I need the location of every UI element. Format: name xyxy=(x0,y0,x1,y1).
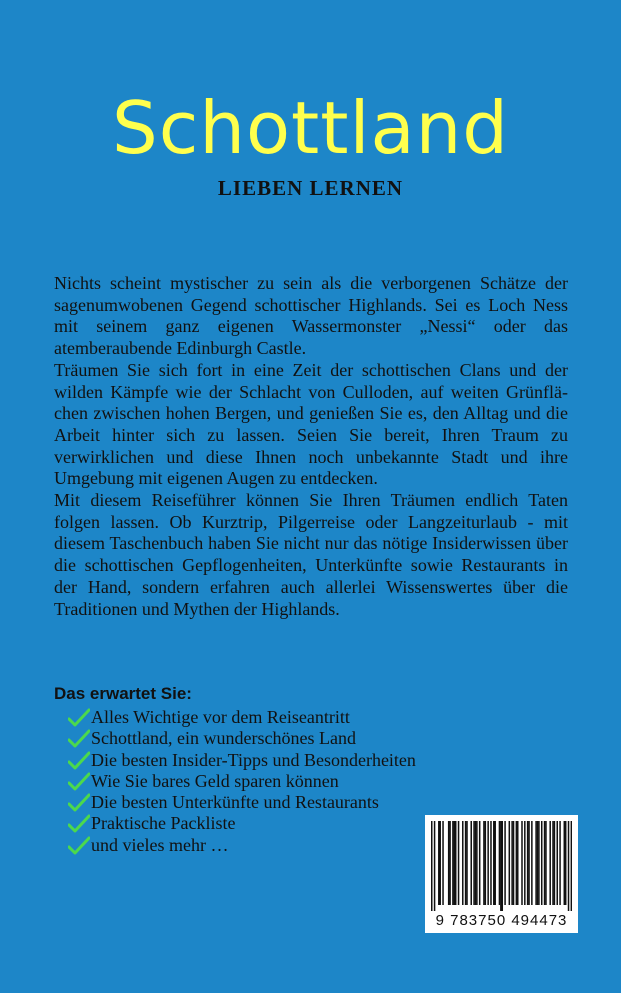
barcode-bar xyxy=(483,821,485,905)
barcode-bar xyxy=(473,821,475,905)
list-item-label: Schottland, ein wunderschönes Land xyxy=(91,728,356,749)
barcode-bar xyxy=(564,821,566,905)
barcode-bar xyxy=(499,821,501,905)
list-item xyxy=(68,707,416,728)
list-item-label: Wie Sie bares Geld sparen können xyxy=(91,770,339,791)
barcode-bar xyxy=(565,821,567,905)
features-list xyxy=(68,707,416,856)
blurb-paragraph-3: Mit diesem Reiseführer können Sie Ihren Träumen endlich Taten folgen lassen. Ob Kurztrip, Pilgerreise oder Langzeiturlaub - mit diesem Taschenbuch haben Sie nicht nur das nötige Insiderwissen über die schottischen Gepflogenheiten, Unterkünfte sowie Restaurants in der Hand, sondern erfahren auch allerlei Wissenswertes über die Traditionen und Mythen der Highlands. xyxy=(54,490,568,619)
list-item xyxy=(68,771,416,792)
barcode-bar xyxy=(517,821,519,905)
checkmark-icon xyxy=(68,793,90,813)
barcode-bar xyxy=(439,821,441,905)
barcode-bars xyxy=(431,821,572,911)
barcode-bar xyxy=(537,821,539,905)
checkmark-icon xyxy=(68,836,90,856)
barcode-bar xyxy=(524,821,526,905)
barcode-bar xyxy=(516,821,518,905)
list-item-label: Alles Wichtige vor dem Reiseantritt xyxy=(91,707,350,727)
barcode-bar xyxy=(504,821,506,905)
barcode-bar xyxy=(449,821,451,905)
barcode-bar xyxy=(528,821,530,905)
barcode-bar xyxy=(511,821,513,905)
blurb-paragraph-2: Träumen Sie sich fort in eine Zeit der schottischen Clans und der wilden Kämpfe wie der Schlacht von Culloden, auf weiten Grünflächen zwischen hohen Bergen, und genießen Sie es, den Alltag und die Arbeit hinter sich zu lassen. Seien Sie bereit, Ihren Traum zu verwirklichen und diese Ihnen noch unbekannte Stadt und ihre Umgebung mit eigenen Augen zu entdecken. xyxy=(54,359,568,489)
barcode-bar xyxy=(475,821,477,905)
list-item xyxy=(68,835,416,856)
checkmark-icon xyxy=(68,772,90,792)
list-item-label: Die besten Insider-Tipps und Besonderheiten xyxy=(91,749,416,770)
book-title: Schottland xyxy=(112,86,509,170)
list-item xyxy=(68,792,416,813)
barcode-bar xyxy=(479,821,481,905)
barcode-bar xyxy=(454,821,456,905)
list-item xyxy=(68,813,416,834)
barcode-bar xyxy=(549,821,551,905)
barcode-bar xyxy=(462,821,464,905)
barcode-bar xyxy=(545,821,547,905)
checkmark-icon xyxy=(68,814,90,834)
features-heading: Das erwartet Sie: xyxy=(54,684,192,703)
barcode-bar xyxy=(559,821,561,905)
barcode-bar xyxy=(544,821,546,905)
barcode-bar xyxy=(448,821,450,905)
barcode-bar xyxy=(465,821,467,905)
isbn-number: 9 783750 494473 xyxy=(435,912,568,929)
barcode-bar xyxy=(513,821,515,905)
barcode-bar xyxy=(556,821,558,905)
barcode-bar xyxy=(502,821,504,911)
barcode-bar xyxy=(458,821,460,905)
barcode-bar xyxy=(494,821,496,905)
barcode-bar xyxy=(535,821,537,905)
checkmark-icon xyxy=(68,708,90,728)
blurb-text xyxy=(54,273,568,620)
barcode-bar xyxy=(490,821,492,905)
list-item xyxy=(68,750,416,771)
book-subtitle: LIEBEN LERNEN xyxy=(217,176,404,200)
barcode-bar xyxy=(552,821,554,905)
barcode-bar xyxy=(554,821,556,905)
list-item-label: Praktische Packliste xyxy=(91,813,236,834)
list-item-label: und vieles mehr … xyxy=(91,834,229,855)
barcode-bar xyxy=(466,821,468,905)
barcode-bar xyxy=(431,821,433,911)
barcode-bar xyxy=(568,821,570,911)
blurb-paragraph-1: Nichts scheint mystischer zu sein als die verborgenen Schätze der sagenumwobenen Gegend schottischer Highlands. Sei es Loch Ness mit seinem ganz eigenen Wassermonster „Nessi“ oder das atemberaubende Edinburgh Castle. xyxy=(54,273,568,359)
barcode-bar xyxy=(442,821,444,905)
checkmark-icon xyxy=(68,751,90,771)
barcode-bar xyxy=(538,821,540,905)
barcode-bar xyxy=(487,821,489,905)
barcode-bar xyxy=(470,821,472,905)
barcode-bar xyxy=(521,821,523,905)
barcode-bar xyxy=(438,821,440,905)
checkmark-icon xyxy=(68,729,90,749)
barcode-bar xyxy=(493,821,495,905)
barcode-bar xyxy=(500,821,502,911)
barcode-bar xyxy=(455,821,457,905)
list-item-label: Die besten Unterkünfte und Restaurants xyxy=(91,792,379,813)
barcode-bar xyxy=(476,821,478,905)
barcode-bar xyxy=(541,821,543,905)
barcode-bar xyxy=(452,821,454,905)
barcode-bar xyxy=(531,821,533,905)
barcode-bar xyxy=(527,821,529,905)
barcode-bar xyxy=(571,821,572,911)
barcode-bar xyxy=(434,821,436,911)
barcode-bar xyxy=(485,821,487,905)
isbn-barcode xyxy=(425,815,578,933)
barcode-bar xyxy=(509,821,511,905)
list-item xyxy=(68,728,416,749)
